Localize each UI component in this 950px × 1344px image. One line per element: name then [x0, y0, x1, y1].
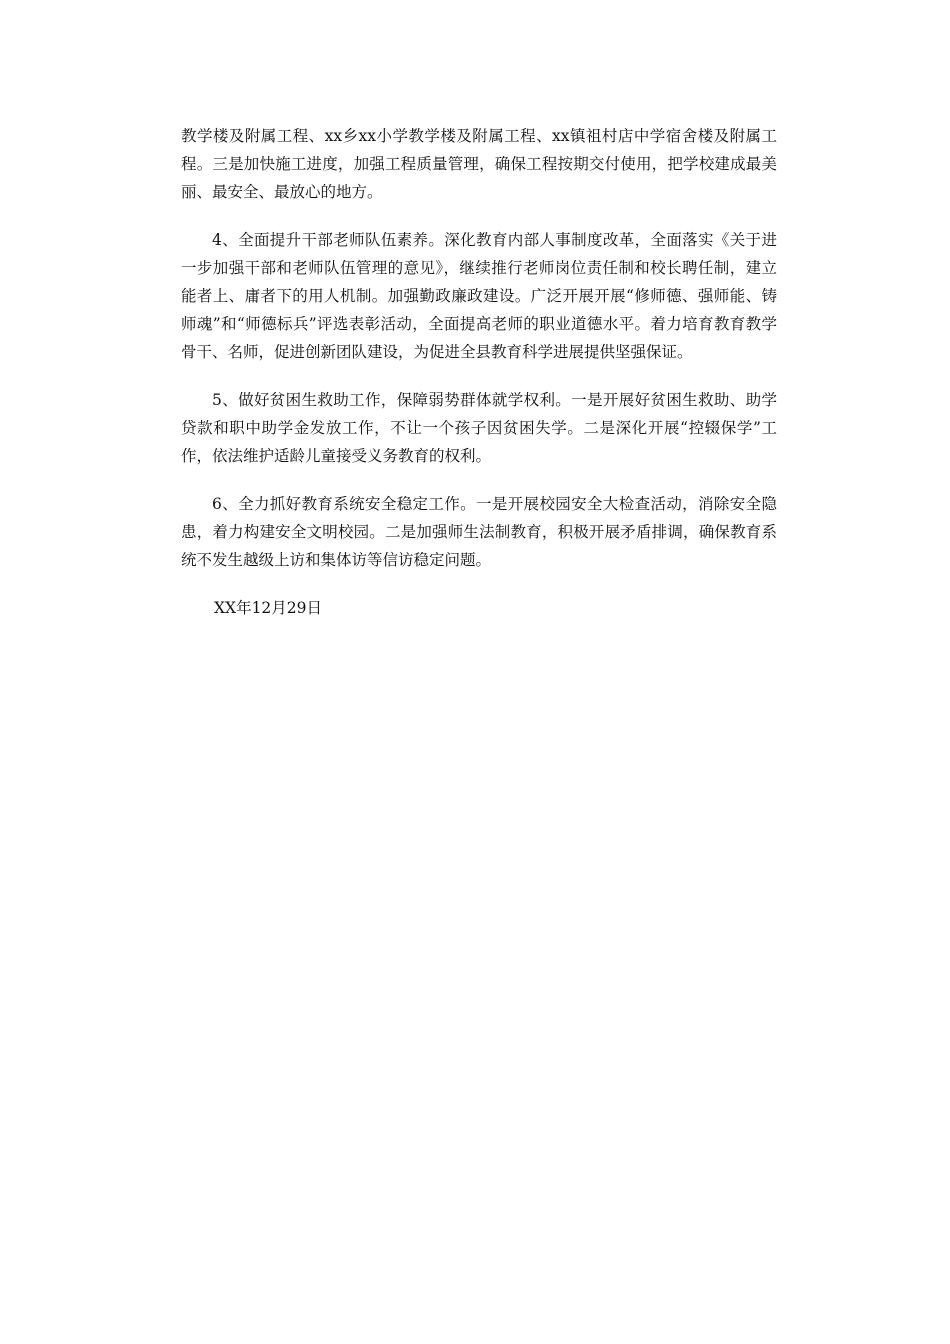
document-body — [181, 122, 777, 622]
paragraph-item-6: 6、全力抓好教育系统安全稳定工作。一是开展校园安全大检查活动，消除安全隐患，着力构建安全文明校园。二是加强师生法制教育，积极开展矛盾排调，确保教育系统不发生越级上访和集体访等信访稳定问题。 — [181, 495, 777, 569]
document-date: XX年12月29日 — [214, 599, 323, 617]
paragraph-item-4: 4、全面提升干部老师队伍素养。深化教育内部人事制度改革，全面落实《关于进一步加强干部和老师队伍管理的意见》，继续推行老师岗位责任制和校长聘任制，建立能者上、庸者下的用人机制。加强勤政廉政建设。广泛开展开展“修师德、强师能、铸师魂”和“师德标兵”评选表彰活动，全面提高老师的职业道德水平。着力培育教育教学骨干、名师，促进创新团队建设，为促进全县教育科学进展提供坚强保证。 — [181, 231, 777, 361]
paragraph-continuation: 教学楼及附属工程、xx乡xx小学教学楼及附属工程、xx镇祖村店中学宿舍楼及附属工程。三是加快施工进度，加强工程质量管理，确保工程按期交付使用，把学校建成最美丽、最安全、最放心的地方。 — [181, 127, 777, 201]
paragraph-item-5: 5、做好贫困生救助工作，保障弱势群体就学权利。一是开展好贫困生救助、助学贷款和职中助学金发放工作，不让一个孩子因贫困失学。二是深化开展“控辍保学”工作，依法维护适龄儿童接受义务教育的权利。 — [181, 391, 777, 465]
